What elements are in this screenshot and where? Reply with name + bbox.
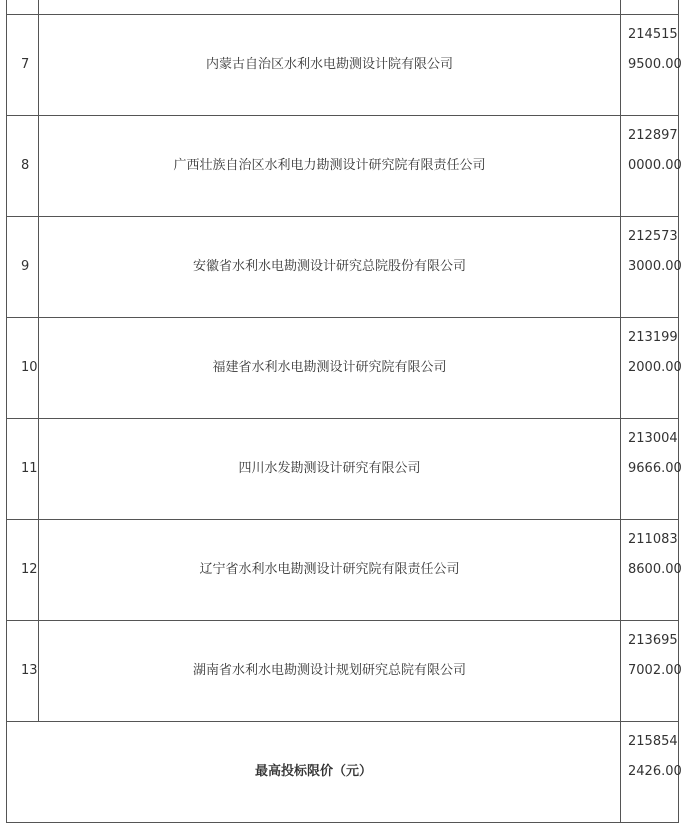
bid-price: 2131992000.00: [628, 330, 682, 375]
row-number: 10: [21, 360, 38, 375]
row-number: 7: [21, 57, 30, 72]
row-number: 11: [21, 461, 38, 476]
row-number: 9: [21, 259, 30, 274]
bid-price: 2145159500.00: [628, 27, 682, 72]
total-label: 最高投标限价（元）: [254, 764, 372, 779]
bid-price: 2110838600.00: [628, 532, 682, 577]
company-name: 广西壮族自治区水利电力勘测设计研究院有限责任公司: [173, 158, 486, 173]
bid-price: 2128970000.00: [628, 128, 682, 173]
company-name: 福建省水利水电勘测设计研究院有限公司: [212, 360, 447, 375]
company-name: 安徽省水利水电勘测设计研究总院股份有限公司: [192, 259, 466, 274]
bid-price: 2136957002.00: [628, 633, 682, 678]
bid-price: 2125733000.00: [628, 229, 682, 274]
row-number: 12: [21, 562, 38, 577]
company-name: 湖南省水利水电勘测设计规划研究总院有限公司: [192, 663, 466, 678]
row-number: 13: [21, 663, 38, 678]
row-border: [6, 822, 678, 823]
company-name: 内蒙古自治区水利水电勘测设计院有限公司: [205, 57, 453, 72]
company-name: 辽宁省水利水电勘测设计研究院有限责任公司: [199, 562, 460, 577]
company-name: 四川水发勘测设计研究有限公司: [238, 461, 421, 476]
bid-price: 2130049666.00: [628, 431, 682, 476]
total-price: 2158542426.00: [628, 734, 682, 779]
row-number: 8: [21, 158, 30, 173]
